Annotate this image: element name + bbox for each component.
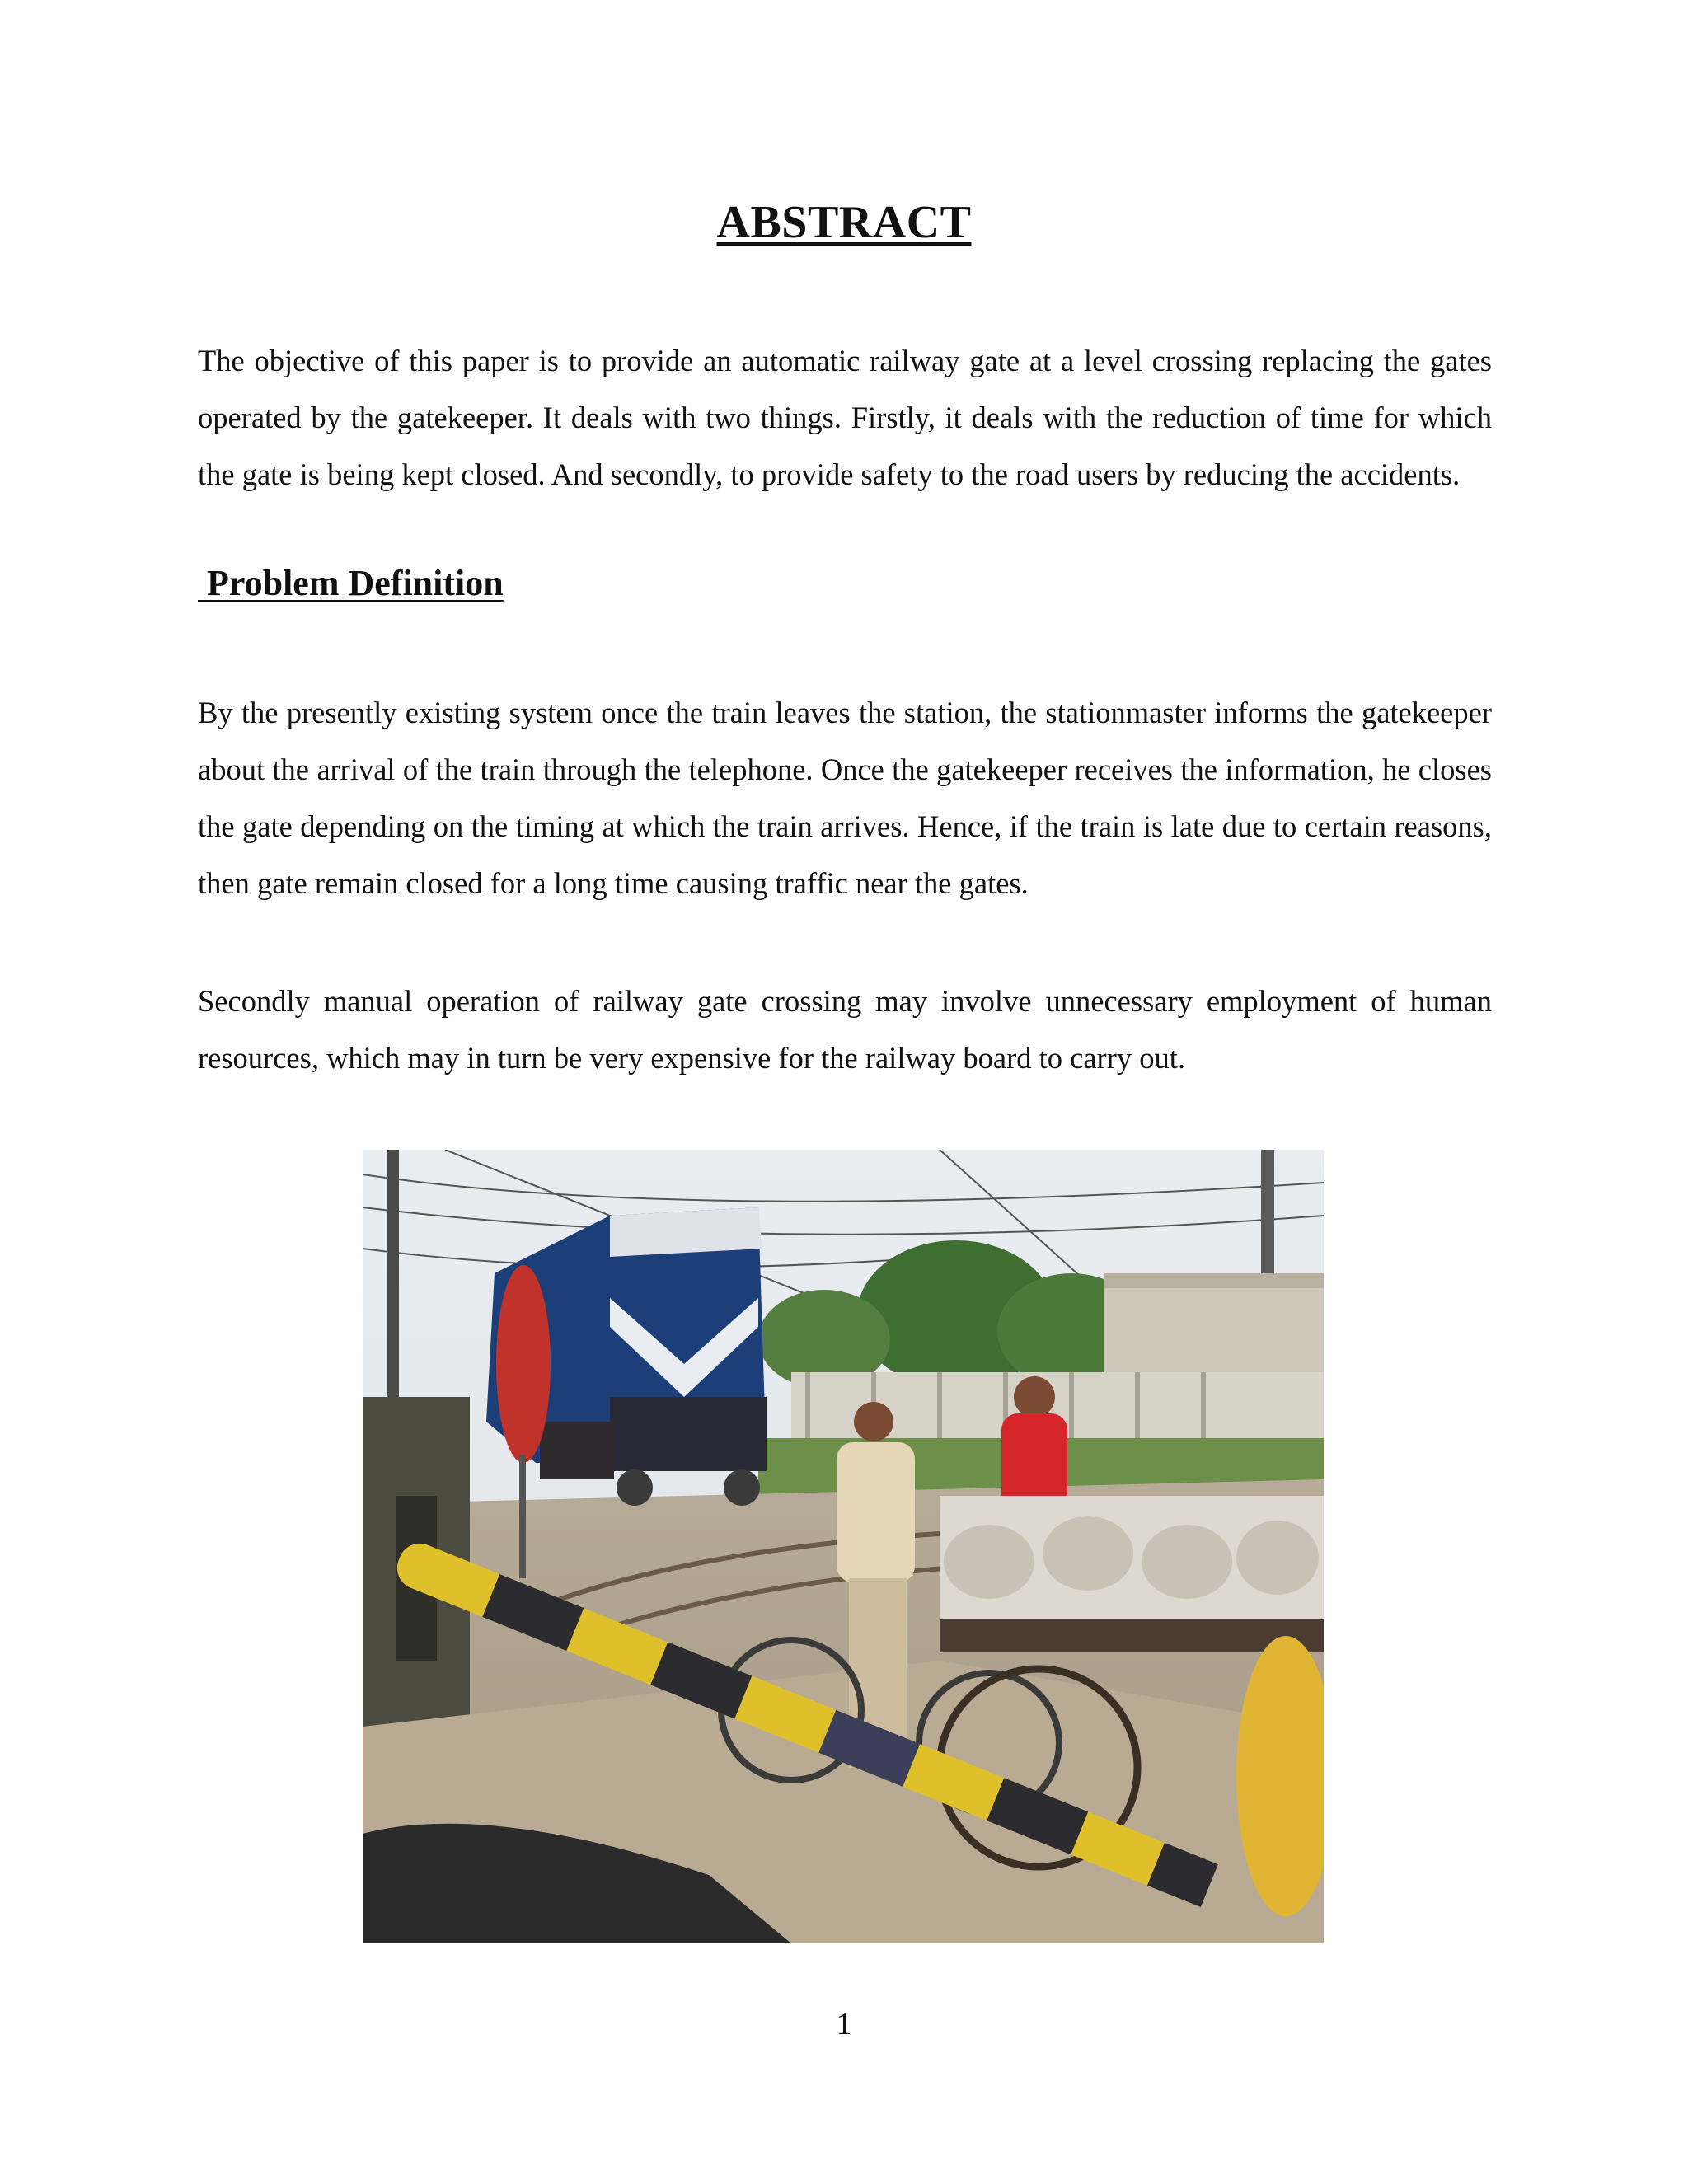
problem-paragraph-secondary: Secondly manual operation of railway gate crossing may involve unnecessary employment of human resources, which may in turn be very expensive for the railway board to carry out. bbox=[198, 984, 1492, 1075]
abstract-paragraph: The objective of this paper is to provide an automatic railway gate at a level crossing replacing the gates operated by the gatekeeper. It deals with two things. Firstly, it deals with the reduction of time for which the gate is being kept closed. And secondly, to provide safety to the road users by reducing the accidents. bbox=[198, 344, 1492, 491]
section-heading: Problem Definition bbox=[198, 563, 504, 603]
railway-crossing-photo bbox=[363, 1150, 1324, 1943]
page-number: 1 bbox=[836, 2007, 852, 2041]
page-title: ABSTRACT bbox=[716, 197, 972, 248]
problem-paragraph: By the presently existing system once the train leaves the station, the stationmaster informs the gatekeeper about the arrival of the train through the telephone. Once the gatekeeper receives the information, he closes the gate depending on the timing at which the train arrives. Hence, if the train is late due to certain reasons, then gate remain closed for a long time causing traffic near the gates. bbox=[198, 696, 1492, 900]
